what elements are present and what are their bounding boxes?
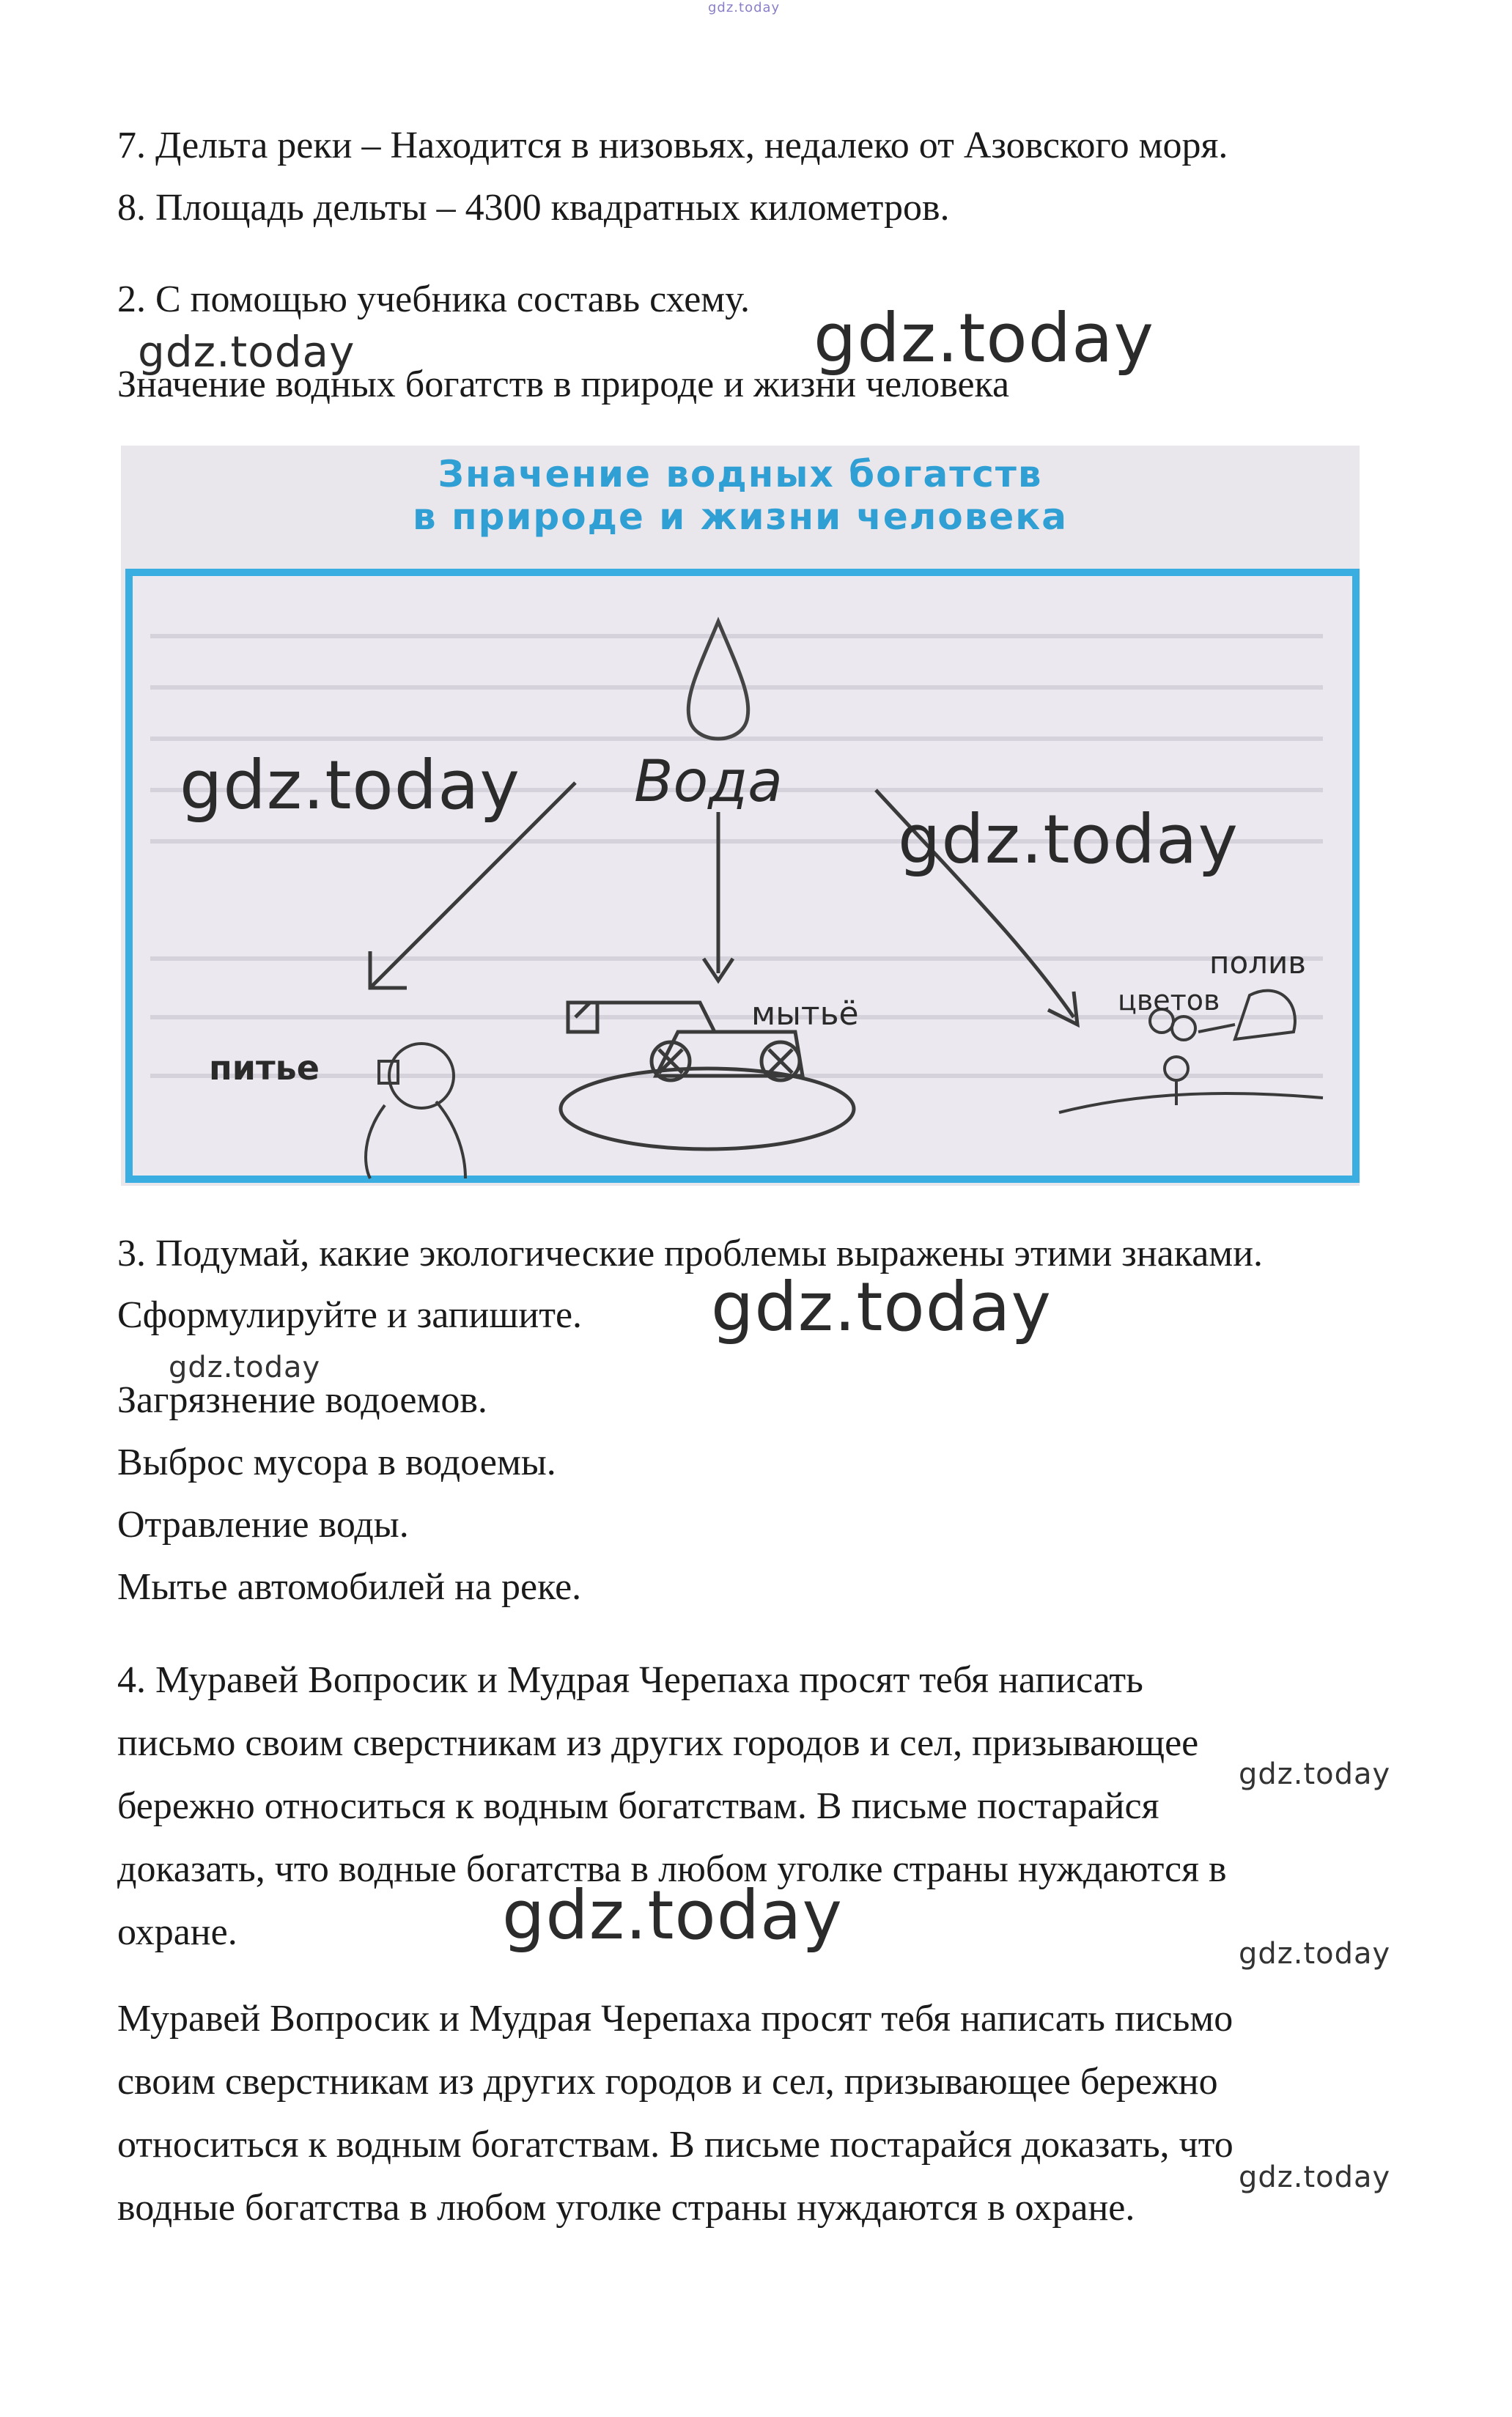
scheme-title-line-2: в природе и жизни человека bbox=[413, 495, 1068, 538]
watermark: gdz.today bbox=[898, 800, 1239, 879]
task-4-answer-line: водные богатства в любом уголке страны нуждаются в охране. bbox=[117, 2187, 1135, 2229]
task-3-question-line-2: Сформулируйте и запишите. bbox=[117, 1294, 583, 1336]
watermark: gdz.today bbox=[814, 299, 1154, 377]
answer-item: Мытье автомобилей на реке. bbox=[117, 1566, 582, 1608]
watermark: gdz.today bbox=[180, 746, 520, 824]
answer-item: Загрязнение водоемов. bbox=[117, 1379, 487, 1421]
task-4-question-line: бережно относиться к водным богатствам. В письме постарайся bbox=[117, 1785, 1159, 1827]
answer-item: Выброс мусора в водоемы. bbox=[117, 1442, 556, 1483]
scheme-middle-label: мытьё bbox=[751, 995, 859, 1033]
line-delta-area: 8. Площадь дельты – 4300 квадратных километров. bbox=[117, 187, 950, 229]
answer-item: Отравление воды. bbox=[117, 1504, 409, 1546]
water-drop-icon bbox=[688, 621, 748, 739]
watermark: gdz.today bbox=[502, 1876, 843, 1955]
task-4-answer-line: своим сверстникам из других городов и сел, призывающее бережно bbox=[117, 2061, 1218, 2103]
scheme-title-line-1: Значение водных богатств bbox=[438, 453, 1043, 495]
task-2-subtitle: Значение водных богатств в природе и жизни человека bbox=[117, 364, 1010, 405]
task-4-question-line: охране. bbox=[117, 1911, 237, 1953]
person-drinking-icon bbox=[366, 1044, 465, 1178]
watermark: gdz.today bbox=[169, 1351, 321, 1384]
scheme-right-label-1: полив bbox=[1209, 945, 1307, 981]
task-2-question: 2. С помощью учебника составь схему. bbox=[117, 278, 750, 320]
watermark: gdz.today bbox=[711, 1268, 1052, 1346]
task-3-question-line-1: 3. Подумай, какие экологические проблемы выражены этими знаками. bbox=[117, 1233, 1264, 1274]
header-watermark: gdz.today bbox=[708, 0, 781, 15]
watermark: gdz.today bbox=[1239, 1937, 1391, 1971]
task-4-answer-line: относиться к водным богатствам. В письме постарайся доказать, что bbox=[117, 2124, 1233, 2166]
task-4-question-line: письмо своим сверстникам из других городов и сел, призывающее bbox=[117, 1722, 1199, 1764]
task-4-question-line: доказать, что водные богатства в любом уголке страны нуждаются в bbox=[117, 1848, 1227, 1890]
watermark: gdz.today bbox=[1239, 1757, 1391, 1791]
watermark: gdz.today bbox=[1239, 2160, 1391, 2194]
task-4-question-line: 4. Муравей Вопросик и Мудрая Черепаха просят тебя написать bbox=[117, 1659, 1143, 1701]
scheme-center-label: Вода bbox=[634, 749, 783, 815]
scheme-right-label-2: цветов bbox=[1118, 984, 1220, 1016]
scheme-left-label: питье bbox=[209, 1048, 320, 1088]
task-4-answer-line: Муравей Вопросик и Мудрая Черепаха просят тебя написать письмо bbox=[117, 1998, 1233, 2040]
line-delta: 7. Дельта реки – Находится в низовьях, недалеко от Азовского моря. bbox=[117, 125, 1228, 166]
watermark: gdz.today bbox=[138, 327, 355, 377]
